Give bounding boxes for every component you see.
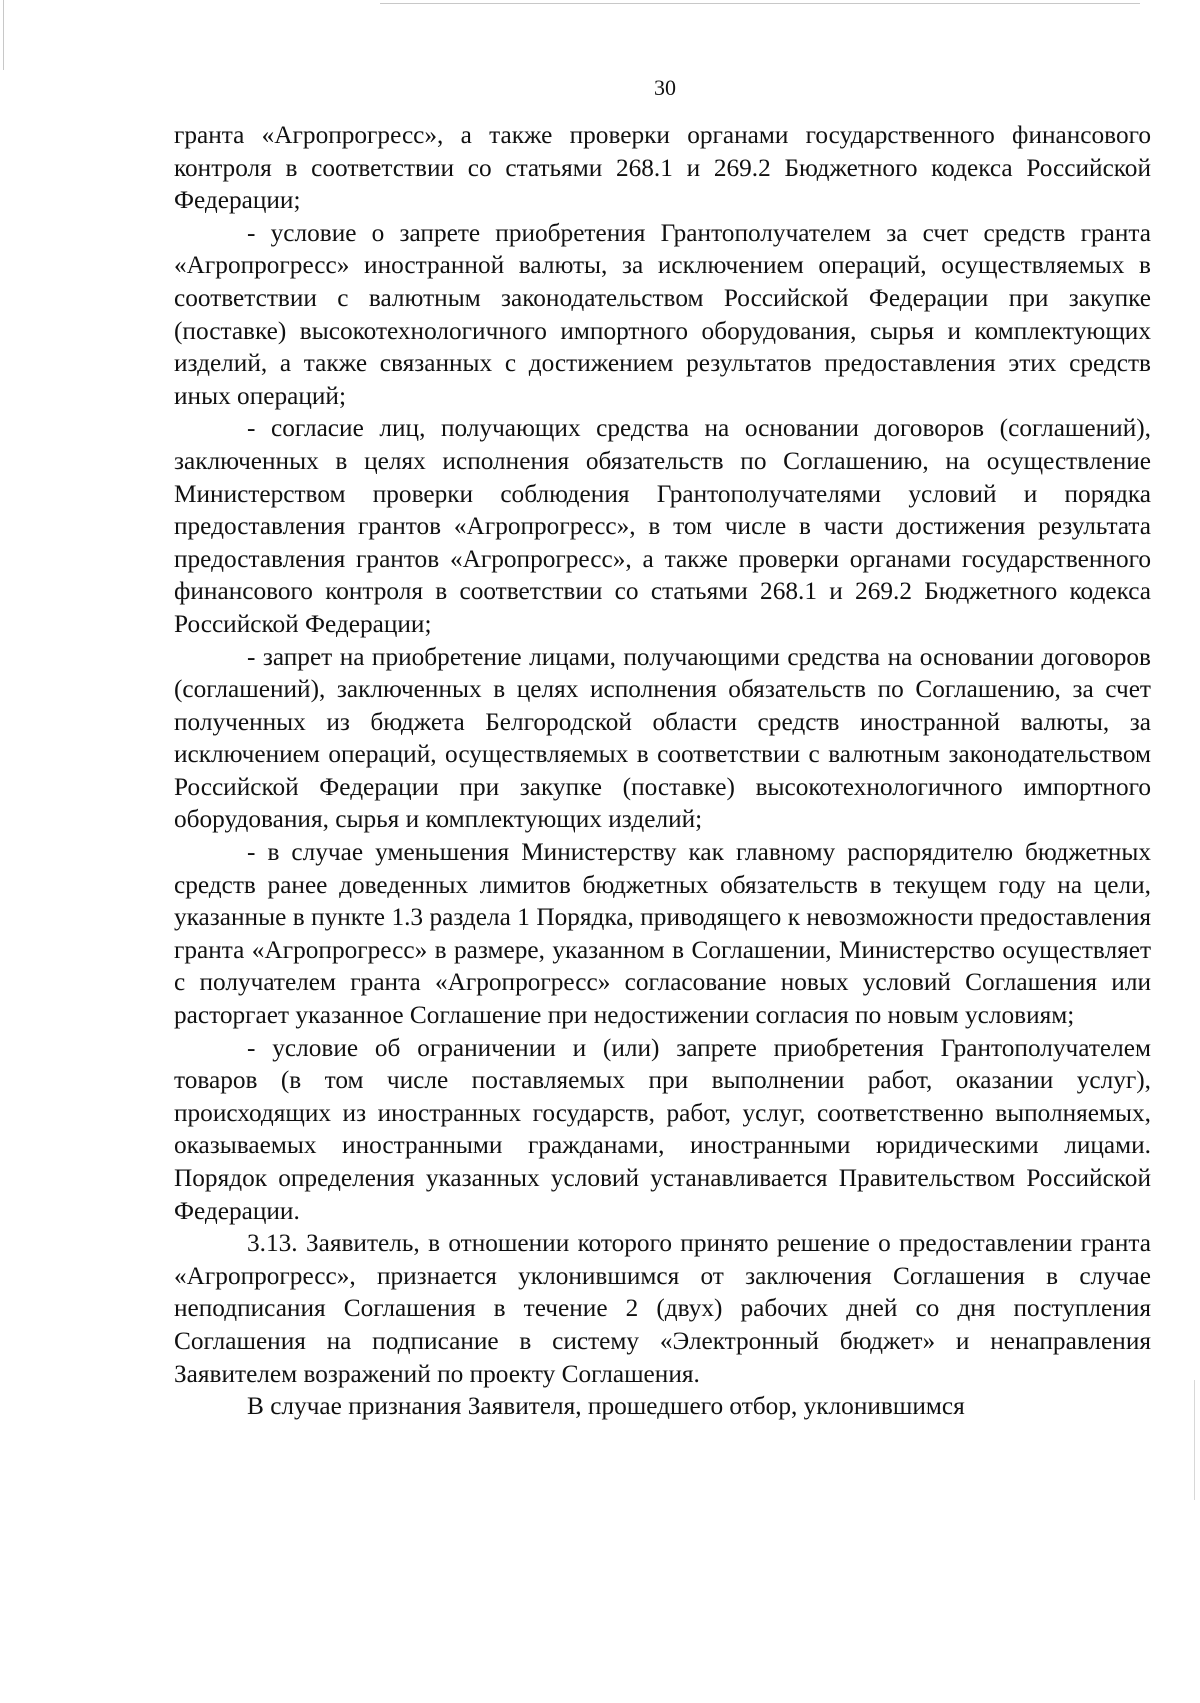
paragraph-foreign-goods-restriction: - условие об ограничении и (или) запрете приобретения Грантополучателем товаров (в том числе поставляемых при выполнении работ, оказании услуг), происходящих из иностранных государств, работ, услуг, соответственно выполняемых, оказываемых иностранными гражданами, иностранными юридическими лицами. Порядок определения указанных условий устанавливается Правительством Российской Федерации. — [174, 1033, 1151, 1225]
page-number: 30 — [654, 75, 676, 100]
paragraph-consent-inspection: - согласие лиц, получающих средства на основании договоров (соглашений), заключенных в целях исполнения обязательств по Соглашению, на осуществление Министерством проверки соблюдения Грантополучателями условий и порядка предоставления грантов «Агропрогресс», в том числе в части достижения результата предоставления грантов «Агропрогресс», а также проверки органами государственного финансового контроля в соответствии со статьями 268.1 и 269.2 Бюджетного кодекса Российской Федерации; — [174, 414, 1151, 638]
paragraph-evasion-case: В случае признания Заявителя, прошедшего отбор, уклонившимся — [247, 1392, 965, 1421]
paragraph-continuation: гранта «Агропрогресс», а также проверки органами государственного финансового контроля в соответствии со статьями 268.1 и 269.2 Бюджетного кодекса Российской Федерации; — [174, 121, 1151, 215]
document-body — [174, 119, 1151, 1423]
scan-edge-top — [380, 3, 1140, 4]
scan-edge-right — [1194, 1380, 1195, 1500]
paragraph-contractor-currency-ban: - запрет на приобретение лицами, получающими средства на основании договоров (соглашений), заключенных в целях исполнения обязательств по Соглашению, за счет полученных из бюджета Белгородской области средств иностранной валюты, за исключением операций, осуществляемых в соответствии с валютным законодательством Российской Федерации при закупке (поставке) высокотехнологичного импортного оборудования, сырья и комплектующих изделий; — [174, 642, 1151, 834]
scan-edge-left — [3, 0, 4, 70]
paragraph-limits-reduction: - в случае уменьшения Министерству как главному распорядителю бюджетных средств ранее доведенных лимитов бюджетных обязательств в текущем году на цели, указанные в пункте 1.3 раздела 1 Порядка, приводящего к невозможности предоставления гранта «Агропрогресс» в размере, указанном в Соглашении, Министерство осуществляет с получателем гранта «Агропрогресс» согласование новых условий Соглашения или расторгает указанное Соглашение при недостижении согласия по новым условиям; — [174, 838, 1151, 1030]
paragraph-currency-ban: - условие о запрете приобретения Грантополучателем за счет средств гранта «Агропрогресс» иностранной валюты, за исключением операций, осуществляемых в соответствии с валютным законодательством Российской Федерации при закупке (поставке) высокотехнологичного импортного оборудования, сырья и комплектующих изделий, а также связанных с достижением результатов предоставления этих средств иных операций; — [174, 218, 1151, 410]
paragraph-3-13: 3.13. Заявитель, в отношении которого принято решение о предоставлении гранта «Агропрогресс», признается уклонившимся от заключения Соглашения в случае неподписания Соглашения в течение 2 (двух) рабочих дней со дня поступления Соглашения на подписание в систему «Электронный бюджет» и ненаправления Заявителем возражений по проекту Соглашения. — [174, 1229, 1151, 1388]
